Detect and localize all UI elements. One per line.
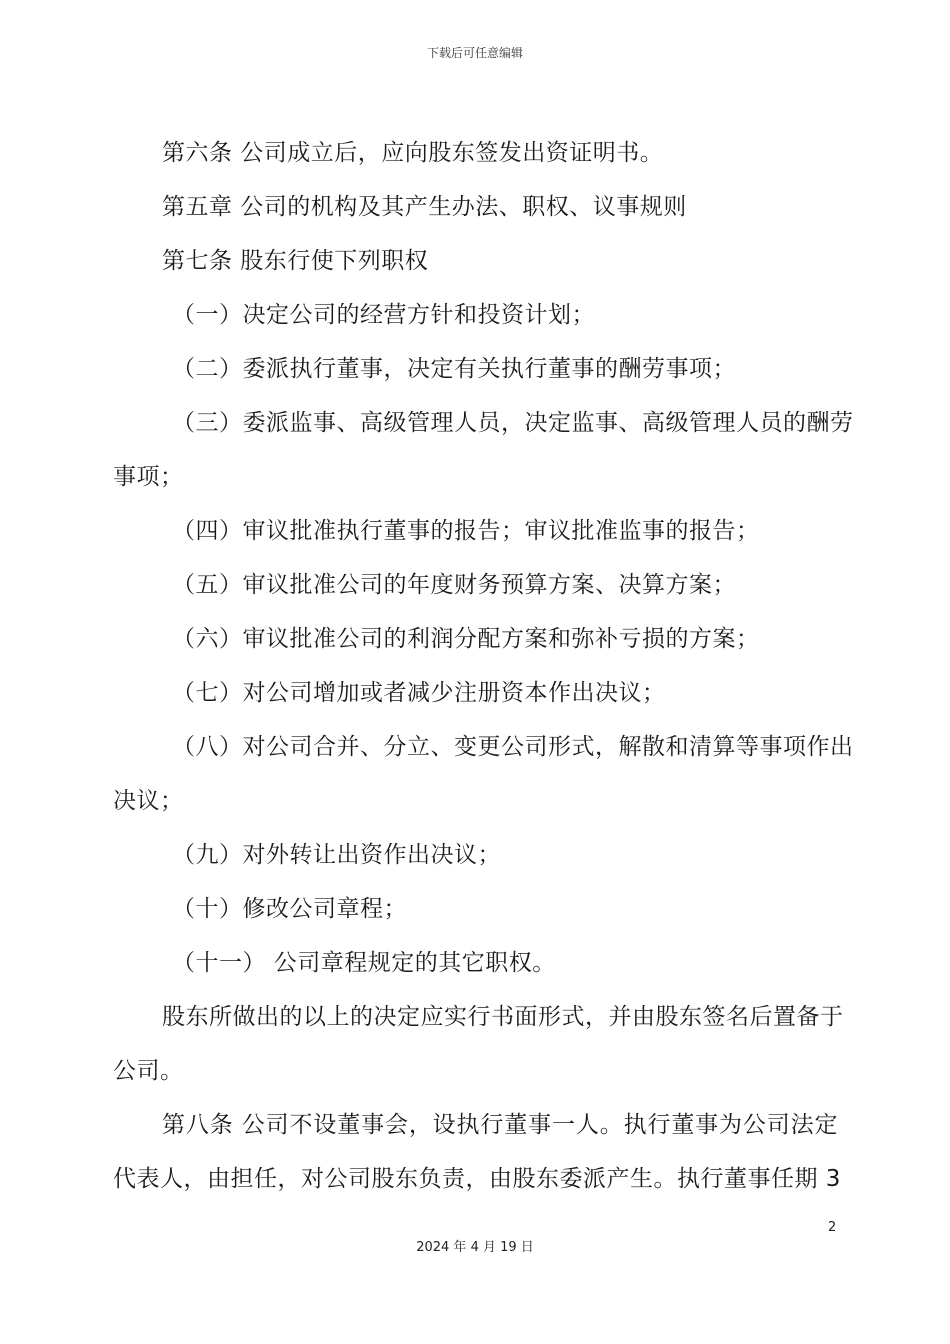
article-7: 第七条 股东行使下列职权 xyxy=(162,248,429,274)
header-note: 下载后可任意编辑 xyxy=(426,46,523,60)
footer-date: 2024 年 4 月 19 日 xyxy=(416,1240,534,1255)
list-item-9: （九）对外转让出资作出决议； xyxy=(172,842,501,868)
list-item-11: （十一） 公司章程规定的其它职权。 xyxy=(172,950,556,976)
list-item-8-cont: 决议； xyxy=(113,788,184,814)
article-6: 第六条 公司成立后，应向股东签发出资证明书。 xyxy=(162,140,664,166)
article-8-cont: 代表人，由担任，对公司股东负责，由股东委派产生。执行董事任期 3 xyxy=(113,1166,841,1192)
list-item-3: （三）委派监事、高级管理人员，决定监事、高级管理人员的酬劳 xyxy=(172,410,854,436)
list-item-5: （五）审议批准公司的年度财务预算方案、决算方案； xyxy=(172,572,736,598)
page-number: 2 xyxy=(828,1220,837,1235)
list-item-4: （四）审议批准执行董事的报告；审议批准监事的报告； xyxy=(172,518,760,544)
list-item-10: （十）修改公司章程； xyxy=(172,896,407,922)
article-8: 第八条 公司不设董事会，设执行董事一人。执行董事为公司法定 xyxy=(162,1112,838,1138)
list-item-8: （八）对公司合并、分立、变更公司形式，解散和清算等事项作出 xyxy=(172,734,854,760)
list-item-2: （二）委派执行董事，决定有关执行董事的酬劳事项； xyxy=(172,356,736,382)
list-item-6: （六）审议批准公司的利润分配方案和弥补亏损的方案； xyxy=(172,626,760,652)
list-item-7: （七）对公司增加或者减少注册资本作出决议； xyxy=(172,680,666,706)
chapter-5-title: 第五章 公司的机构及其产生办法、职权、议事规则 xyxy=(162,194,687,220)
list-item-1: （一）决定公司的经营方针和投资计划； xyxy=(172,302,595,328)
shareholder-decision-note: 股东所做出的以上的决定应实行书面形式，并由股东签名后置备于 xyxy=(162,1004,844,1030)
list-item-3-cont: 事项； xyxy=(113,464,184,490)
shareholder-decision-note-cont: 公司。 xyxy=(113,1058,184,1084)
